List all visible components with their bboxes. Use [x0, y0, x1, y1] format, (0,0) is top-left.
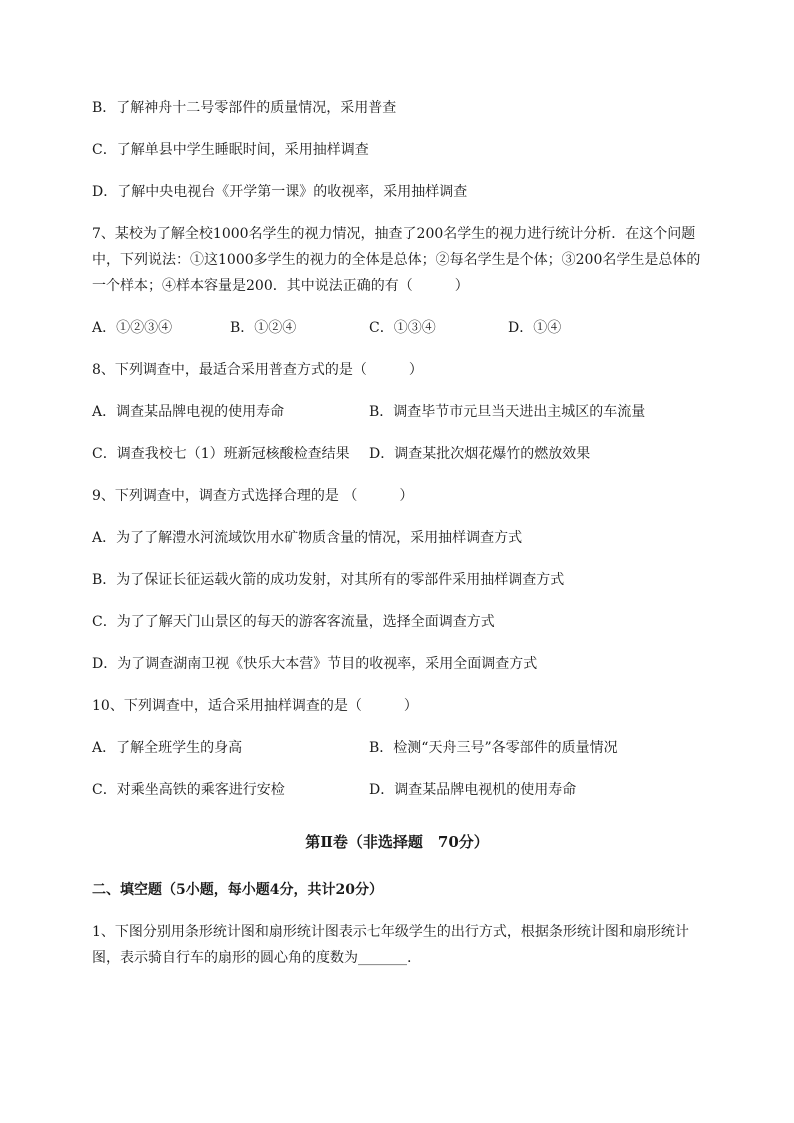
fill-1-line-2: 图，表示骑自行车的扇形的圆心角的度数为_______.	[92, 950, 412, 966]
q7-option-a: A．①②③④	[92, 320, 173, 336]
q6-option-b: B．了解神舟十二号零部件的质量情况，采用普查	[92, 100, 397, 116]
q6-option-d: D．了解中央电视台《开学第一课》的收视率，采用抽样调查	[92, 184, 468, 200]
q9-option-a: A．为了了解澧水河流域饮用水矿物质含量的情况，采用抽样调查方式	[92, 530, 523, 546]
q9-option-b: B．为了保证长征运载火箭的成功发射，对其所有的零部件采用抽样调查方式	[92, 572, 565, 588]
q7-stem-line-2: 中，下列说法：①这1000多学生的视力的全体是总体；②每名学生是个体；③200名学生是总体的	[92, 252, 701, 268]
q10-option-a: A．了解全班学生的身高	[92, 740, 243, 756]
q8-stem: 8、下列调查中，最适合采用普查方式的是（ ）	[92, 362, 423, 378]
section-2-header: 二、填空题（5小题，每小题4分，共计20分）	[92, 882, 383, 898]
q8-option-b: B．调查毕节市元旦当天进出主城区的车流量	[369, 404, 646, 420]
q9-option-c: C．为了了解天门山景区的每天的游客客流量，选择全面调查方式	[92, 614, 495, 630]
q7-option-b: B．①②④	[230, 320, 297, 336]
q10-stem: 10、下列调查中，适合采用抽样调查的是（ ）	[92, 698, 418, 714]
q7-stem-line-1: 7、某校为了解全校1000名学生的视力情况，抽查了200名学生的视力进行统计分析．在这个问题	[92, 226, 696, 242]
fill-1-line-1: 1、下图分别用条形统计图和扇形统计图表示七年级学生的出行方式，根据条形统计图和扇形统计	[92, 924, 689, 940]
q9-stem: 9、下列调查中，调查方式选择合理的是 （ ）	[92, 488, 414, 504]
q8-option-c: C．调查我校七（1）班新冠核酸检查结果	[92, 446, 350, 462]
q8-option-d: D．调查某批次烟花爆竹的燃放效果	[369, 446, 591, 462]
q7-option-c: C．①③④	[369, 320, 436, 336]
q10-option-b: B．检测“天舟三号”各零部件的质量情况	[369, 740, 618, 756]
q6-option-c: C．了解单县中学生睡眠时间，采用抽样调查	[92, 142, 369, 158]
q7-stem-line-3: 一个样本；④样本容量是200．其中说法正确的有（ ）	[92, 278, 469, 294]
q7-option-d: D．①④	[508, 320, 562, 336]
q10-option-d: D．调查某品牌电视机的使用寿命	[369, 782, 577, 798]
part-2-title: 第Ⅱ卷（非选择题 70分）	[305, 833, 489, 851]
q10-option-c: C．对乘坐高铁的乘客进行安检	[92, 782, 285, 798]
q9-option-d: D．为了调查湖南卫视《快乐大本营》节目的收视率，采用全面调查方式	[92, 656, 538, 672]
q8-option-a: A．调查某品牌电视的使用寿命	[92, 404, 285, 420]
